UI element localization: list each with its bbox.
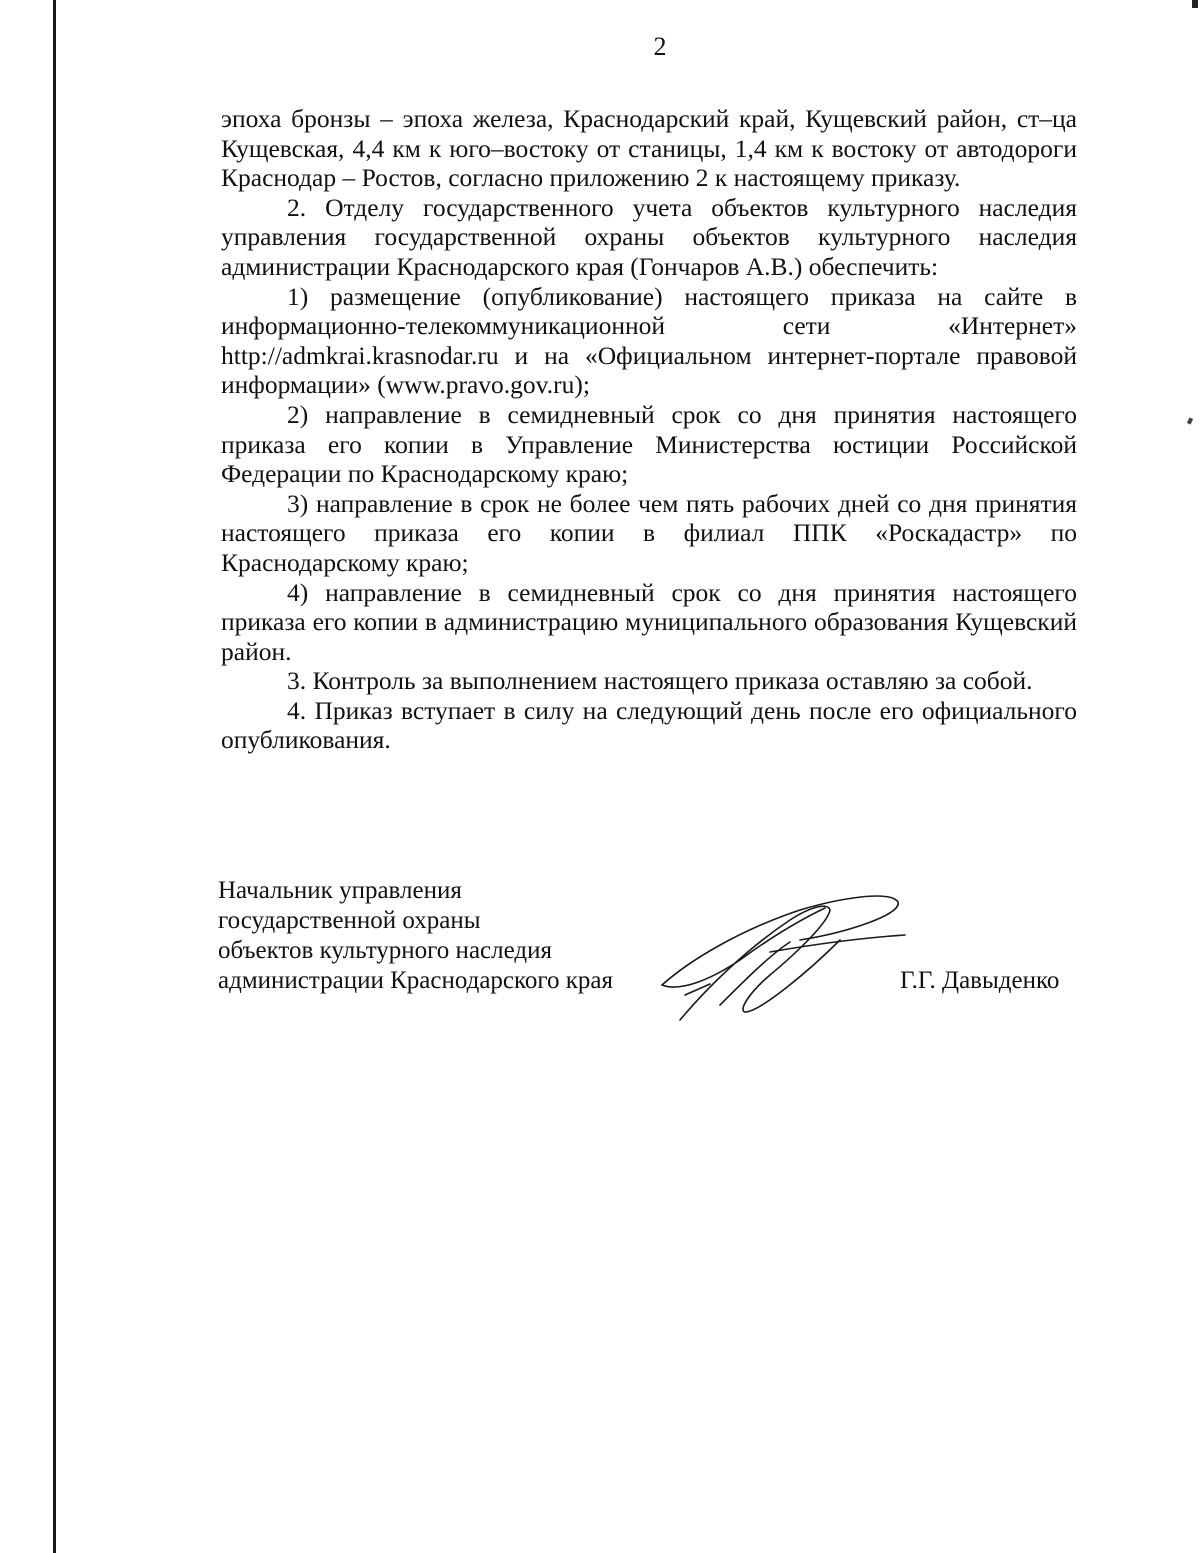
paragraph-subitem-2: 2) направление в семидневный срок со дня принятия настоящего приказа его копии в Управление Министерства юстиции Российской Федерации по Краснодарскому краю; (221, 399, 1077, 489)
paragraph-subitem-3: 3) направление в срок не более чем пять рабочих дней со дня принятия настоящего приказа его копии в филиал ППК «Роскадастр» по Краснодарскому краю; (221, 488, 1077, 577)
paragraph-item-2: 2. Отделу государственного учета объектов культурного наследия управления государственной охраны объектов культурного наследия администрации Краснодарского края (Гончаров А.В.) обеспечить: (221, 192, 1077, 281)
paragraph-continuation: эпоха бронзы – эпоха железа, Краснодарский край, Кущевский район, ст–ца Кущевская, 4,4 км к юго–востоку от станицы, 1,4 км к востоку от автодороги Краснодар – Ростов, согласно приложению 2 к настоящему приказу. (221, 104, 1077, 193)
page-number: 2 (653, 32, 667, 61)
scan-mark (1192, 0, 1198, 8)
handwritten-signature (650, 880, 920, 1030)
signer-position (218, 876, 613, 996)
scan-border-left (53, 0, 56, 1553)
paragraph-subitem-1: 1) размещение (опубликование) настоящего приказа на сайте в информационно-телекоммуникационной сети «Интернет» http://admkrai.krasnodar.ru и на «Официальном интернет-портале правовой информации» (www.pravo.gov.ru); (221, 281, 1077, 400)
signer-position-line: администрации Краснодарского края (218, 967, 614, 994)
signer-position-line: государственной охраны (218, 907, 481, 934)
scan-mark (1187, 417, 1193, 424)
paragraph-item-3: 3. Контроль за выполнением настоящего приказа оставляю за собой. (287, 666, 1033, 696)
signer-name: Г.Г. Давыденко (900, 967, 1060, 994)
document-body (221, 104, 1077, 755)
signer-position-line: объектов культурного наследия (218, 937, 552, 964)
signer-position-line: Начальник управления (218, 877, 462, 904)
paragraph-item-4: 4. Приказ вступает в силу на следующий день после его официального опубликования. (221, 695, 1077, 755)
paragraph-subitem-4: 4) направление в семидневный срок со дня принятия настоящего приказа его копии в администрацию муниципального образования Кущевский район. (221, 577, 1077, 666)
